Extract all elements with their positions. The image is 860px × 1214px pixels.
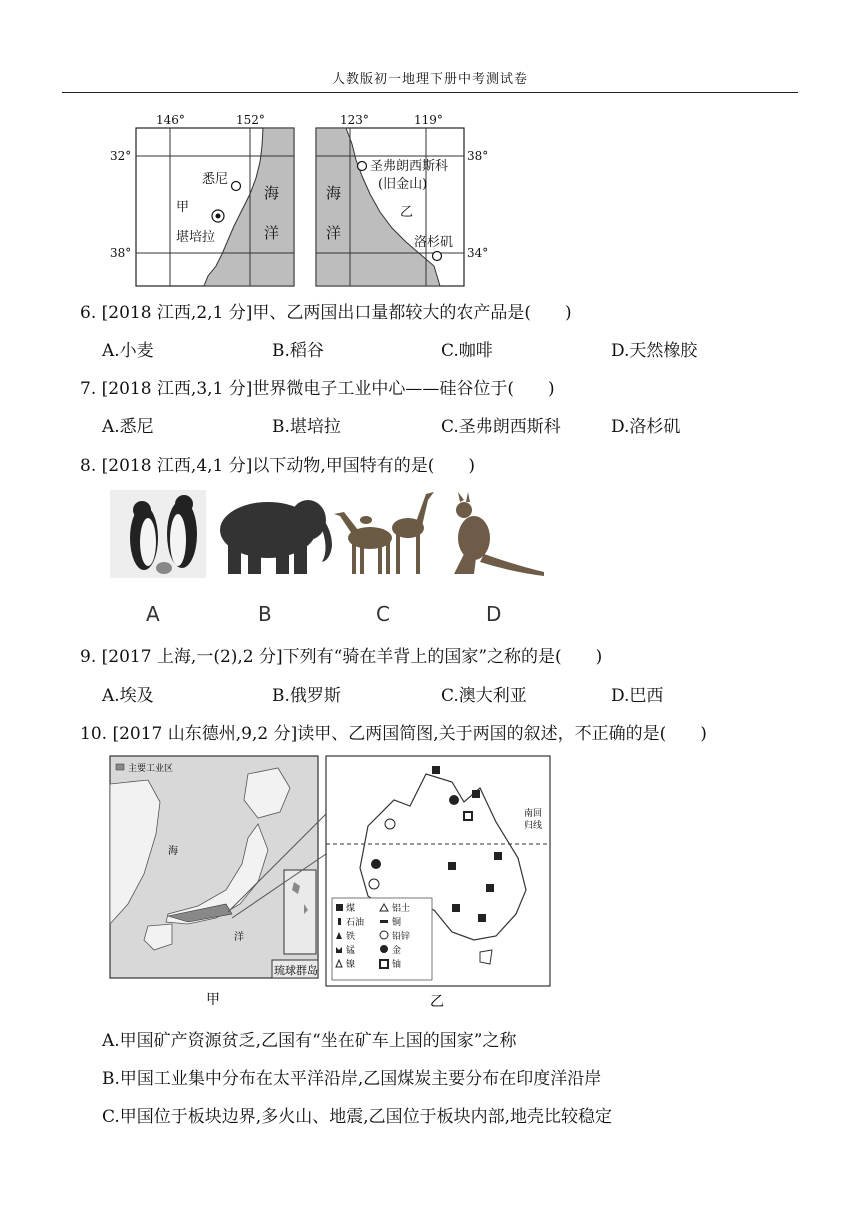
legend-nickel: 镍 [346, 960, 356, 970]
q9-option-a: A.埃及 [102, 686, 154, 706]
q9-option-b: B.俄罗斯 [272, 686, 341, 706]
country-jia: 甲 [176, 200, 190, 215]
top-maps [100, 108, 500, 293]
bottom-maps [108, 754, 558, 1016]
q9-option-d: D.巴西 [611, 686, 664, 706]
legend-manganese: 锰 [346, 946, 356, 956]
city-sydney: 悉尼 [202, 172, 229, 187]
q7-option-b: B.堪培拉 [272, 417, 341, 437]
legend-uranium: 铀 [392, 960, 402, 970]
q10-option-a: A.甲国矿产资源贫乏,乙国有“坐在矿车上国的国家”之称 [102, 1031, 517, 1051]
legend-leadzinc: 铅锌 [392, 932, 411, 942]
header-rule [62, 92, 798, 93]
legend-bauxite: 铝土 [392, 904, 411, 914]
q7-option-a: A.悉尼 [102, 417, 154, 437]
q7-option-d: D.洛杉矶 [611, 417, 681, 437]
animal-label-b: B [258, 602, 272, 626]
sydney-marker [232, 182, 241, 191]
left-lon-tick-2: 152° [236, 113, 265, 127]
question-8-stem: 8. [2018 江西,4,1 分]以下动物,甲国特有的是( ) [80, 456, 476, 476]
japan-legend: 主要工业区 [128, 764, 174, 774]
right-lon-tick-2: 119° [414, 113, 443, 127]
legend-coal: 煤 [346, 904, 356, 914]
losangeles-marker [433, 252, 442, 261]
city-losangeles: 洛杉矶 [414, 235, 454, 250]
giraffe-icon [334, 492, 434, 574]
sanfrancisco-marker [358, 162, 367, 171]
tropic-label-1: 南回 [524, 809, 543, 819]
elephant-icon [220, 500, 332, 574]
right-lat-tick-2: 34° [467, 246, 489, 260]
q7-option-c: C.圣弗朗西斯科 [441, 417, 561, 437]
kangaroo-icon [454, 492, 544, 576]
q6-option-c: C.咖啡 [441, 341, 493, 361]
australia-map [326, 756, 550, 986]
left-lon-tick-1: 146° [156, 113, 185, 127]
left-sea-char-1: 海 [264, 184, 280, 202]
left-lat-tick-1: 32° [110, 149, 132, 163]
right-map [316, 113, 488, 286]
city-canberra: 堪培拉 [176, 230, 216, 245]
right-sea-char-1: 海 [326, 184, 342, 202]
right-lon-tick-1: 123° [340, 113, 369, 127]
animal-label-c: C [376, 602, 390, 626]
ryukyu-inset-label: 琉球群岛 [274, 964, 318, 977]
country-yi: 乙 [400, 205, 414, 220]
question-7-stem: 7. [2018 江西,3,1 分]世界微电子工业中心——硅谷位于( ) [80, 379, 555, 399]
question-10-stem: 10. [2017 山东德州,9,2 分]读甲、乙两国简图,关于两国的叙述，不正确的是( ) [80, 724, 707, 744]
legend-oil: 石油 [346, 918, 365, 928]
city-sanfrancisco-alt: (旧金山) [378, 177, 428, 192]
left-lat-tick-2: 38° [110, 246, 132, 260]
animal-label-a: A [146, 602, 160, 626]
japan-map [110, 756, 318, 978]
question-6-stem: 6. [2018 江西,2,1 分]甲、乙两国出口量都较大的农产品是( ) [80, 303, 572, 323]
right-sea-char-2: 洋 [326, 224, 342, 242]
japan-sea-char-1: 海 [168, 846, 178, 857]
right-lat-tick-1: 38° [467, 149, 489, 163]
legend-copper: 铜 [392, 918, 402, 928]
q9-option-c: C.澳大利亚 [441, 686, 527, 706]
city-sanfrancisco: 圣弗朗西斯科 [370, 159, 449, 174]
question-9-stem: 9. [2017 上海,一(2),2 分]下列有“骑在羊背上的国家”之称的是( ) [80, 647, 603, 667]
left-map [110, 113, 294, 286]
legend-gold: 金 [392, 946, 402, 956]
japan-caption: 甲 [206, 992, 220, 1008]
q6-option-a: A.小麦 [102, 341, 154, 361]
japan-sea-char-2: 洋 [234, 932, 244, 943]
animal-label-d: D [486, 602, 502, 626]
q6-option-d: D.天然橡胶 [611, 341, 698, 361]
legend-iron: 铁 [346, 932, 356, 942]
australia-caption: 乙 [430, 994, 444, 1010]
q10-option-b: B.甲国工业集中分布在太平洋沿岸,乙国煤炭主要分布在印度洋沿岸 [102, 1069, 602, 1089]
page-header: 人教版初一地理下册中考测试卷 [331, 72, 528, 87]
q10-option-c: C.甲国位于板块边界,多火山、地震,乙国位于板块内部,地壳比较稳定 [102, 1107, 613, 1127]
animal-pictures [108, 488, 548, 580]
penguin-icon [110, 490, 206, 578]
q6-option-b: B.稻谷 [272, 341, 324, 361]
tropic-label-2: 归线 [524, 821, 543, 831]
left-sea-char-2: 洋 [264, 224, 280, 242]
